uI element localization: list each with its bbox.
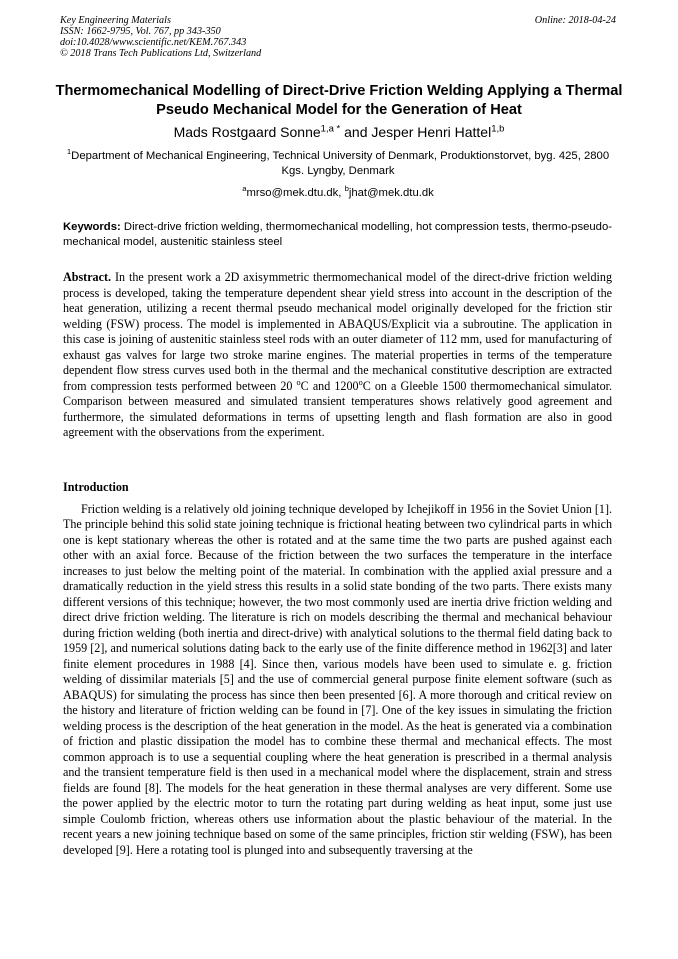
abstract-text-3: C on a Gleeble 1500 thermomechanical simulator. Comparison between measured and simulated transient temperatures shows relatively good agreement and furthermore, the simulated deformations in terms of upsetting length and flash formation are also in good agreement with the observations from the experiment.: [63, 378, 612, 439]
journal-name: Key Engineering Materials: [60, 15, 171, 26]
keywords: [63, 220, 612, 249]
abstract: [63, 270, 612, 441]
keywords-label: Keywords:: [63, 221, 121, 233]
introduction-paragraph: Friction welding is a relatively old joining technique developed by Ichejikoff in 1956 in the Soviet Union [1]. The principle behind this solid state joining technique is frictional heating between two cylindrical parts in which one is kept stationary whereas the other is rotated and at the same time the two parts are pushed against each other with an axial force. Because of the friction between the two surfaces the temperature in the interface increases to just below the melting point of the material. In combination with the applied axial pressure and a dramatically reduction in the yield stress this results in a solid state bonding of the two parts. There exists many different versions of this technique; however, the two most commonly used are inertia drive friction welding and direct drive friction welding. The literature is rich on models describing the thermal and mechanical behaviour during friction welding (both inertia and direct-drive) with analytical solutions to the thermal field dating back to 1959 [2], and numerical solutions dating back to the early use of the finite difference method in 1962[3] and later finite element procedures in 1988 [4]. Since then, various models have been used to simulate e. g. friction welding of dissimilar materials [5] and the use of commercial general purpose finite element software (such as ABAQUS) for simulating the process has since then been presented [6]. A more thorough and critical review on the history and literature of friction welding can be found in [7]. One of the key issues in simulating the friction welding process is the description of the heat generation in the model. As the heat is generated via a combination of friction and plastic dissipation the model has to combine these thermal and mechanical effects. The most common approach is to use a sequential coupling where the heat generation is prescribed in a thermal analysis and the transient temperature field is then used in a mechanical model where the displacement, strain and stress fields are found [8]. The models for the heat generation in these thermal analyses are very different. Some use the power applied by the electric motor to turn the rotating part during welding as heat input, some just use simple Coulomb friction, whereas others use information about the plastic behaviour of the material. In the recent years a new joining technique based on some of the same principles, friction stir welding (FSW), has been developed [9]. Here a rotating tool is plunged into and subsequently traversing at the: [63, 502, 612, 857]
online-date: Online: 2018-04-24: [534, 15, 616, 26]
degree-mark-1: o: [296, 377, 301, 387]
email-b-mark: b: [344, 184, 349, 194]
author-1: Mads Rostgaard Sonne: [173, 124, 321, 140]
affiliation-mark: 1: [66, 147, 72, 157]
email-b: jhat@mek.dtu.dk: [348, 187, 434, 199]
abstract-text-1: In the present work a 2D axisymmetric thermomechanical model of the direct-drive friction welding process is developed, taking the temperature dependent shear yield stress into account in the description of the heat generation, utilizing a recent thermal pseudo mechanical model originally developed for the friction stir welding (FSW) process. The model is implemented in ABAQUS/Explicit via a subroutine. The application in this case is joining of austenitic stainless steel rods with an outer diameter of 112 mm, used for manufacturing of exhaust gas valves for large two stroke marine engines. The material properties in terms of the temperature dependent flow stress curves used both in the thermal and the mechanical constitutive description are extracted from compression tests performed between 20: [63, 270, 612, 393]
email-a: mrso@mek.dtu.dk,: [246, 187, 345, 199]
journal-header: [60, 15, 616, 59]
author-1-affiliation-mark: 1,a *: [320, 123, 341, 135]
abstract-text-2: C and 1200: [300, 378, 359, 393]
email-a-mark: a: [242, 184, 247, 194]
author-conjunction: and: [340, 124, 372, 140]
author-2-affiliation-mark: 1,b: [491, 123, 505, 135]
paper-title: Thermomechanical Modelling of Direct-Drive Friction Welding Applying a Thermal Pseudo Mechanical Model for the Generation of Heat: [55, 83, 623, 118]
keywords-text: Direct-drive friction welding, thermomechanical modelling, hot compression tests, thermo-pseudo-mechanical model, austenitic stainless steel: [63, 221, 612, 248]
abstract-label: Abstract.: [63, 270, 112, 284]
degree-mark-2: o: [358, 377, 363, 387]
author-emails: [60, 186, 616, 201]
copyright-line: © 2018 Trans Tech Publications Ltd, Switzerland: [60, 48, 262, 59]
introduction-heading: Introduction: [63, 480, 129, 494]
issn-line: ISSN: 1662-9795, Vol. 767, pp 343-350: [60, 26, 221, 37]
affiliation-text: Department of Mechanical Engineering, Technical University of Denmark, Produktionstorvet, byg. 425, 2800 Kgs. Lyngby, Denmark: [71, 150, 610, 177]
author-line: [40, 123, 638, 141]
author-2: Jesper Henri Hattel: [371, 124, 492, 140]
affiliation: [60, 149, 616, 179]
doi-line: doi:10.4028/www.scientific.net/KEM.767.343: [60, 37, 247, 48]
